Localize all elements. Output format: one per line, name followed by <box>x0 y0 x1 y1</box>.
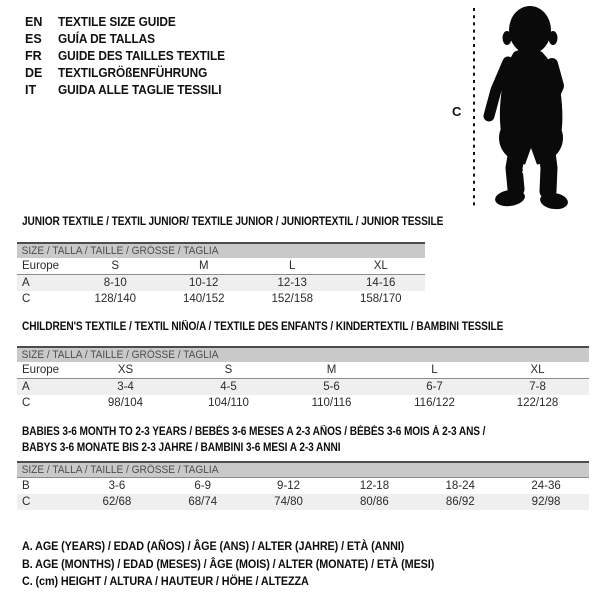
column-header: M <box>280 362 383 379</box>
size-value-cell: 8-10 <box>71 275 160 292</box>
size-value-cell: 14-16 <box>337 275 426 292</box>
size-value-cell: 152/158 <box>271 293 314 305</box>
language-label: TEXTILE SIZE GUIDE <box>58 15 176 29</box>
table-title-junior <box>22 214 443 230</box>
language-row <box>25 82 234 99</box>
size-header-text: SIZE / TALLA / TAILLE / GRÖSSE / TAGLIA <box>21 464 219 476</box>
column-header: XL <box>337 258 426 275</box>
size-header-text: SIZE / TALLA / TAILLE / GRÖSSE / TAGLIA <box>21 245 219 257</box>
language-code: IT <box>25 83 37 97</box>
size-value-cell: 4-5 <box>177 379 280 396</box>
language-label: TEXTILGRÖßENFÜHRUNG <box>58 66 208 80</box>
size-header-bar <box>17 243 425 258</box>
column-header: S <box>177 362 280 379</box>
size-value-cell: 18-24 <box>445 480 475 492</box>
size-value-cell: 9-12 <box>277 480 301 492</box>
size-value-cell: 6-9 <box>194 480 212 492</box>
table-row-c <box>17 291 425 307</box>
size-value-cell: 98/104 <box>107 397 144 409</box>
size-value-cell: 86/92 <box>417 494 503 510</box>
footnote: A. AGE (YEARS) / EDAD (AÑOS) / ÂGE (ANS) / ALTER (JAHRE) / ETÀ (ANNI) <box>22 539 405 553</box>
table-title-line: BABIES 3-6 MONTH TO 2-3 YEARS / BEBÉS 3-6 MESES A 2-3 AÑOS / BÉBÉS 3-6 MOIS À 2-3 ANS / <box>22 426 486 438</box>
size-value-cell: 3-6 <box>108 480 126 492</box>
column-header: M <box>160 258 249 275</box>
size-value-cell: 92/98 <box>503 494 589 510</box>
table-row-a <box>17 379 589 396</box>
table-title-children <box>22 319 503 335</box>
row-label: C <box>22 293 31 305</box>
size-table-junior <box>17 242 425 307</box>
size-value-cell: 110/116 <box>311 397 352 409</box>
table-title-line: JUNIOR TEXTILE / TEXTIL JUNIOR/ TEXTILE JUNIOR / JUNIORTEXTIL / JUNIOR TESSILE <box>22 216 444 228</box>
table-row-c <box>17 395 589 411</box>
table-title-line: CHILDREN'S TEXTILE / TEXTIL NIÑO/A / TEXTILE DES ENFANTS / KINDERTEXTIL / BAMBINI TESSILE <box>22 321 504 333</box>
column-header: XL <box>486 362 589 379</box>
language-code: DE <box>25 66 43 80</box>
column-header-row <box>17 258 425 275</box>
baby-silhouette <box>489 6 569 211</box>
size-header-bar <box>17 462 589 478</box>
size-header-row <box>17 243 425 258</box>
language-code: EN <box>25 15 43 29</box>
size-table-children <box>17 346 589 411</box>
language-label: GUIDA ALLE TAGLIE TESSILI <box>58 83 222 97</box>
table-row-a <box>17 275 425 292</box>
size-value-cell: 122/128 <box>516 397 559 409</box>
figure-baby-measure <box>440 0 600 215</box>
size-value-cell: 5-6 <box>280 379 383 396</box>
language-row <box>25 14 234 31</box>
table-title-babies <box>22 424 485 456</box>
row-label: C <box>22 397 31 409</box>
size-value-cell: 128/140 <box>94 293 137 305</box>
column-header: L <box>383 362 486 379</box>
column-header: S <box>71 258 160 275</box>
size-value-cell: 12-13 <box>248 275 337 292</box>
region-header: Europe <box>17 258 71 275</box>
size-header-bar <box>17 347 589 362</box>
row-label: B <box>22 480 30 492</box>
size-value-cell: 7-8 <box>486 379 589 396</box>
language-code: FR <box>25 49 42 63</box>
language-label: GUIDE DES TAILLES TEXTILE <box>58 49 225 63</box>
size-value-cell: 158/170 <box>359 293 402 305</box>
size-value-cell: 3-4 <box>74 379 177 396</box>
measure-label-c: C <box>452 104 462 119</box>
size-value-cell: 140/152 <box>182 293 225 305</box>
size-value-cell: 62/68 <box>74 494 160 510</box>
row-label: A <box>17 379 74 396</box>
language-label: GUÍA DE TALLAS <box>58 32 155 46</box>
size-value-cell: 12-18 <box>359 480 390 492</box>
size-value-cell: 104/110 <box>208 397 249 409</box>
size-header-text: SIZE / TALLA / TAILLE / GRÖSSE / TAGLIA <box>21 349 219 361</box>
size-value-cell: 68/74 <box>160 494 246 510</box>
language-row <box>25 65 234 82</box>
region-header: Europe <box>17 362 74 379</box>
row-label: C <box>17 494 74 510</box>
size-table-babies <box>17 461 589 510</box>
table-title-line: BABYS 3-6 MONATE BIS 2-3 JAHRE / BAMBINI 3-6 MESI A 2-3 ANNI <box>22 442 341 454</box>
column-header: XS <box>74 362 177 379</box>
size-value-cell: 74/80 <box>246 494 332 510</box>
table-row-b <box>17 478 589 495</box>
language-code: ES <box>25 32 42 46</box>
footnote: B. AGE (MONTHS) / EDAD (MESES) / ÂGE (MOIS) / ALTER (MONATE) / ETÀ (MESI) <box>22 556 435 571</box>
language-list <box>25 14 234 99</box>
column-header-row <box>17 362 589 379</box>
table-row-c <box>17 494 589 510</box>
size-value-cell: 80/86 <box>331 494 417 510</box>
size-value-cell: 6-7 <box>383 379 486 396</box>
language-row <box>25 31 234 48</box>
footnote: C. (cm) HEIGHT / ALTURA / HAUTEUR / HÖHE / ALTEZZA <box>22 574 309 588</box>
size-header-row <box>17 347 589 362</box>
language-row <box>25 48 234 65</box>
baby-silhouette-icon <box>470 0 600 215</box>
column-header: L <box>248 258 337 275</box>
size-header-row <box>17 462 589 478</box>
size-value-cell: 116/122 <box>414 397 455 409</box>
size-value-cell: 24-36 <box>531 480 561 492</box>
footnote-list <box>22 538 480 591</box>
row-label: A <box>17 275 71 292</box>
size-value-cell: 10-12 <box>160 275 249 292</box>
